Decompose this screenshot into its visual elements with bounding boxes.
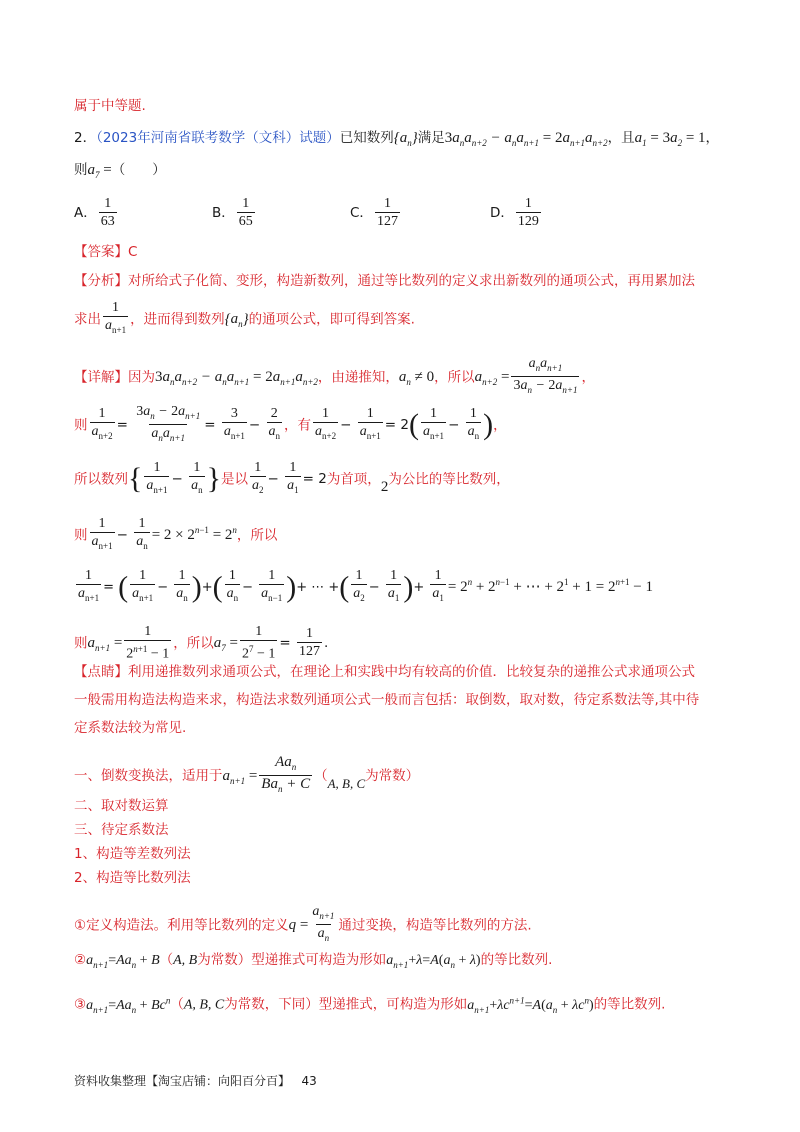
option-c[interactable]: C． $\frac{1}{127}$ (350, 196, 398, 229)
method-3-1: 1、构造等差数列法 (74, 846, 191, 862)
question-source: （2023年河南省联考数学（文科）试题） (96, 130, 340, 146)
question-2: 2．（2023年河南省联考数学（文科）试题）已知数列$\{a_n\}$满足$3a_na_{n+2} - a_na_{n+1} = 2a_{n+1}a_{n+2}$，且$a_1 = 3a_2 = 1$， (74, 130, 720, 148)
remark-line1: 【点睛】利用递推数列求通项公式，在理论上和实践中均有较高的价值．比较复杂的递推公式求通项公式 (74, 664, 695, 680)
answer: 【答案】C (74, 244, 138, 260)
detail-line6: 则$a_{n+1}$ = $\frac{1}{2^{n+1} - 1}$ ，所以$a_7$ = $\frac{1}{2^7 - 1}$ = $\frac{1}{127}$ . (74, 624, 329, 662)
remark-line2: 一般需用构造法构造来求，构造法求数列通项公式一般而言包括：取倒数，取对数，待定系数法等,其中待 (74, 692, 700, 708)
detail-line3: 所以数列{ $\frac{1}{a_{n+1}}$ − $\frac{1}{a_n}$ }是以 $\frac{1}{a_2}$ − $\frac{1}{a_1}$ = 2为首项，2为公比的等比数列， (74, 460, 510, 499)
question-2-line2: 则$a_7$ =（ ） (74, 162, 166, 180)
method-3: 三、待定系数法 (74, 822, 169, 838)
page-footer (74, 1072, 317, 1089)
detail-line1: 【详解】因为$3a_na_{n+2} - a_na_{n+1} = 2a_{n+1}a_{n+2}$，由递推知，$a_n \ne 0$，所以$a_{n+2}$ = $\frac{a_na_{n+1}}{3a_n - 2a_{n+1}}$ ， (74, 356, 595, 399)
detail-line4: 则 $\frac{1}{a_{n+1}}$ − $\frac{1}{a_n}$ = $2 \times 2^{n-1} = 2^n$，所以 (74, 516, 277, 555)
construct-2: $②a_{n+1}=Aa_n + B(A$, B为常数）型递推式可构造为形如$a_{n+1}+\lambda=A(a_n + \lambda)$的等比数列. (74, 952, 553, 970)
page-number: 43 (301, 1074, 317, 1088)
method-2: 二、取对数运算 (74, 798, 169, 814)
footer-text: 资料收集整理【淘宝店铺：向阳百分百】 (74, 1074, 291, 1088)
construct-1: ①定义构造法。利用等比数列的定义q = $\frac{a_{n+1}}{a_n}$ 通过变换，构造等比数列的方法. (74, 904, 532, 947)
detail-line5: $\frac{1}{a_{n+1}}$ = ( $\frac{1}{a_{n+1}}$ − $\frac{1}{a_n}$ )+( $\frac{1}{a_n}$ − $\frac{1}{a_{n-1}}$ )+ ⋯ +( $\frac{1}{a_2}$ − $\frac{1}{a_1}$ )+ $\frac{1}{a_1}$ = $2^n + 2^{n-1}$ + ⋯ + $2^1 + 1 = 2^{n+1} - 1$ (74, 568, 653, 607)
analysis-line1: 【分析】对所给式子化简、变形，构造新数列，通过等比数列的定义求出新数列的通项公式，再用累加法 (74, 273, 695, 289)
remark-line3: 定系数法较为常见. (74, 720, 187, 736)
option-d[interactable]: D． $\frac{1}{129}$ (490, 196, 539, 229)
text-line: 属于中等题. (74, 98, 146, 114)
method-1: 一、倒数变换法，适用于$a_{n+1}$ = $\frac{Aa_n}{Ba_n + C}$ （A, B, C为常数） (74, 754, 419, 798)
method-3-2: 2、构造等比数列法 (74, 870, 191, 886)
option-a[interactable]: A． $\frac{1}{63}$ (74, 196, 115, 229)
detail-line2: 则 $\frac{1}{a_{n+2}}$ = $\frac{3a_n - 2a_{n+1}}{a_na_{n+1}}$ = $\frac{3}{a_{n+1}}$ − $\frac{2}{a_n}$ ，有 $\frac{1}{a_{n+2}}$ − $\frac{1}{a_{n+1}}$ = 2( $\frac{1}{a_{n+1}}$ − $\frac{1}{a_n}$ )， (74, 404, 507, 447)
construct-3: $③a_{n+1}=Aa_n + Bc^n(A$, B, C为常数，下同）型递推式，可构造为形如$a_{n+1}+\lambda c^{n+1}=A(a_n + \lambda c^n)$的等比数列. (74, 995, 666, 1015)
analysis-line2: 求出 $\frac{1}{a_{n+1}}$ ，进而得到数列$\{a_n\}$的通项公式，即可得到答案. (74, 300, 415, 339)
option-b[interactable]: B． $\frac{1}{65}$ (212, 196, 253, 229)
